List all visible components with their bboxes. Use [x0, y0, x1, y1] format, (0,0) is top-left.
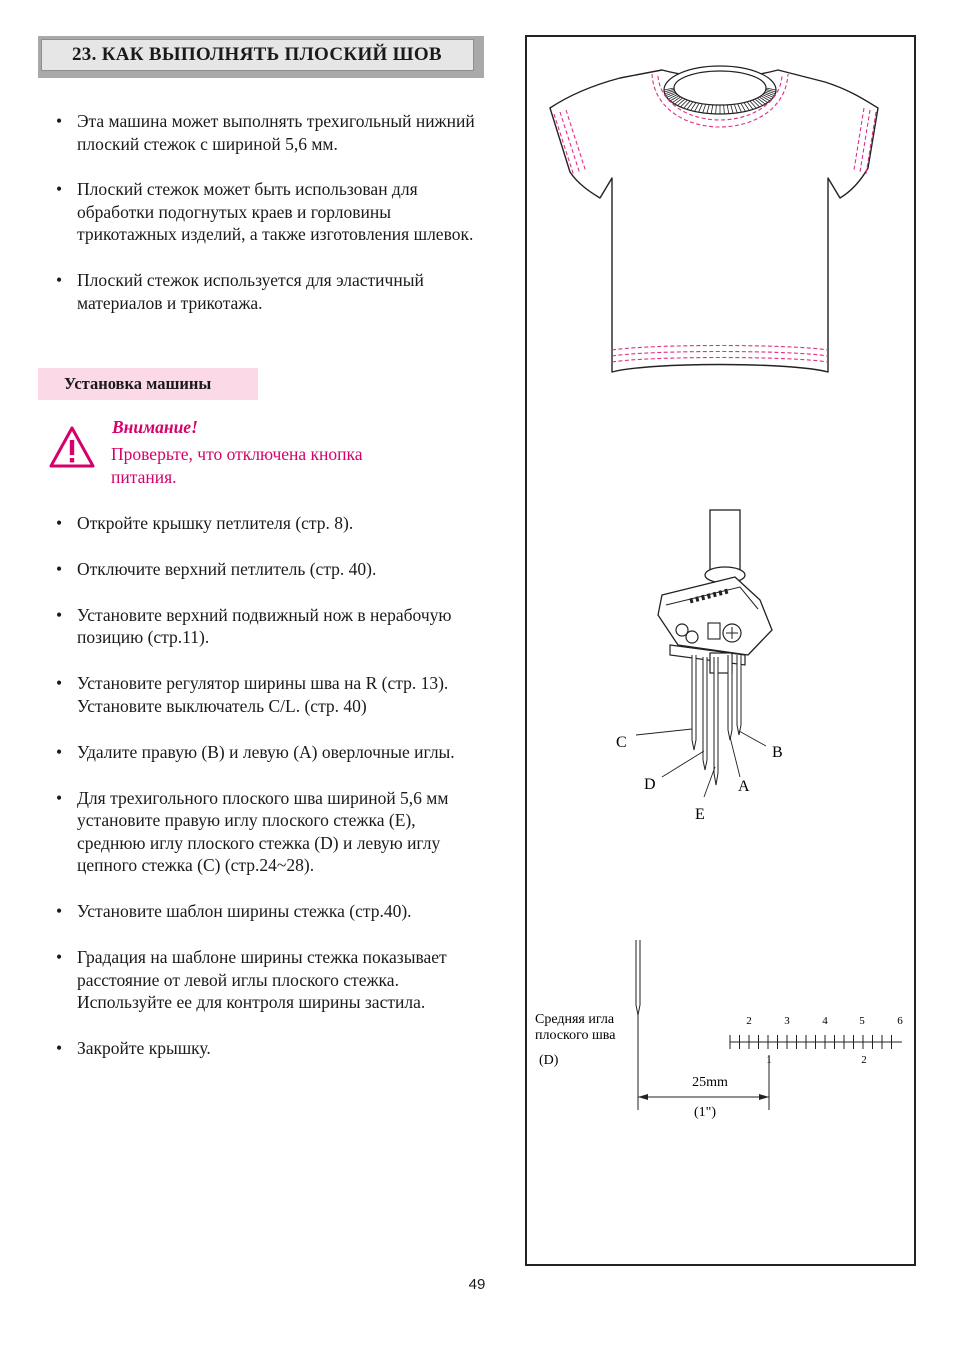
gauge-top-label: 4 [822, 1015, 828, 1027]
needle-label-c: C [616, 734, 627, 751]
intro-list [56, 110, 476, 337]
section-title-bar [38, 36, 484, 78]
gauge-top-label: 6 [897, 1015, 903, 1027]
page-title: 23. КАК ВЫПОЛНЯТЬ ПЛОСКИЙ ШОВ [41, 39, 474, 71]
gauge-top-label: 5 [859, 1015, 865, 1027]
needle-label-e: E [695, 806, 705, 823]
step-3: • Установите верхний подвижный нож в нерабочую позицию (стр.11). [56, 604, 466, 649]
gauge-top-label: 3 [784, 1015, 790, 1027]
step-9: • Закройте крышку. [56, 1037, 466, 1060]
step-6: • Для трехигольного плоского шва шириной 5,6 мм установите правую иглу плоского стежка (E), среднюю иглу плоского стежка (D) и левую иглу цепного стежка (C) (стр.24~28). [56, 787, 466, 877]
intro-bullet-1: • Эта машина может выполнять трехигольный нижний плоский стежок с шириной 5,6 мм. [56, 110, 476, 155]
intro-bullet-3: • Плоский стежок используется для эластичный материалов и трикотажа. [56, 269, 476, 314]
step-5: • Удалите правую (B) и левую (A) оверлочные иглы. [56, 741, 466, 764]
gauge-dimension-in: (1") [693, 1105, 717, 1120]
needle-label-b: B [772, 744, 783, 761]
gauge-bottom-label: 1 [766, 1054, 772, 1066]
step-1: • Откройте крышку петлителя (стр. 8). [56, 512, 466, 535]
warning-text: Проверьте, что отключена кнопка питания. [111, 444, 363, 487]
steps-list [56, 512, 466, 1083]
gauge-dimension-mm: 25mm [692, 1075, 728, 1090]
gauge-top-label: 2 [746, 1015, 752, 1027]
page-number: 49 [468, 1276, 486, 1293]
warning-triangle-icon [48, 425, 96, 469]
section-heading: Установка машины [38, 368, 258, 400]
stitch-width-gauge-illustration [530, 935, 910, 1135]
warning-title: Внимание! [112, 417, 198, 437]
gauge-bottom-label: 2 [861, 1054, 867, 1066]
gauge-needle-label-2: плоского шва [535, 1028, 616, 1043]
step-2: • Отключите верхний петлитель (стр. 40). [56, 558, 466, 581]
step-8: • Градация на шаблоне ширины стежка показывает расстояние от левой иглы плоского стежка. Используйте ее для контроля ширины застила. [56, 946, 466, 1014]
tshirt-illustration [540, 60, 910, 395]
gauge-needle-label-3: (D) [539, 1053, 559, 1068]
needle-label-a: A [738, 778, 750, 795]
needle-label-d: D [644, 776, 656, 793]
gauge-needle-label-1: Средняя игла [535, 1012, 615, 1027]
intro-bullet-2: • Плоский стежок может быть использован для обработки подогнутых краев и горловины трикотажных изделий, а также изготовления шлевок. [56, 178, 476, 246]
step-4: • Установите регулятор ширины шва на R (стр. 13). Установите выключатель C/L. (стр. 40) [56, 672, 466, 717]
needle-clamp-illustration [600, 505, 800, 825]
step-7: • Установите шаблон ширины стежка (стр.40). [56, 900, 466, 923]
